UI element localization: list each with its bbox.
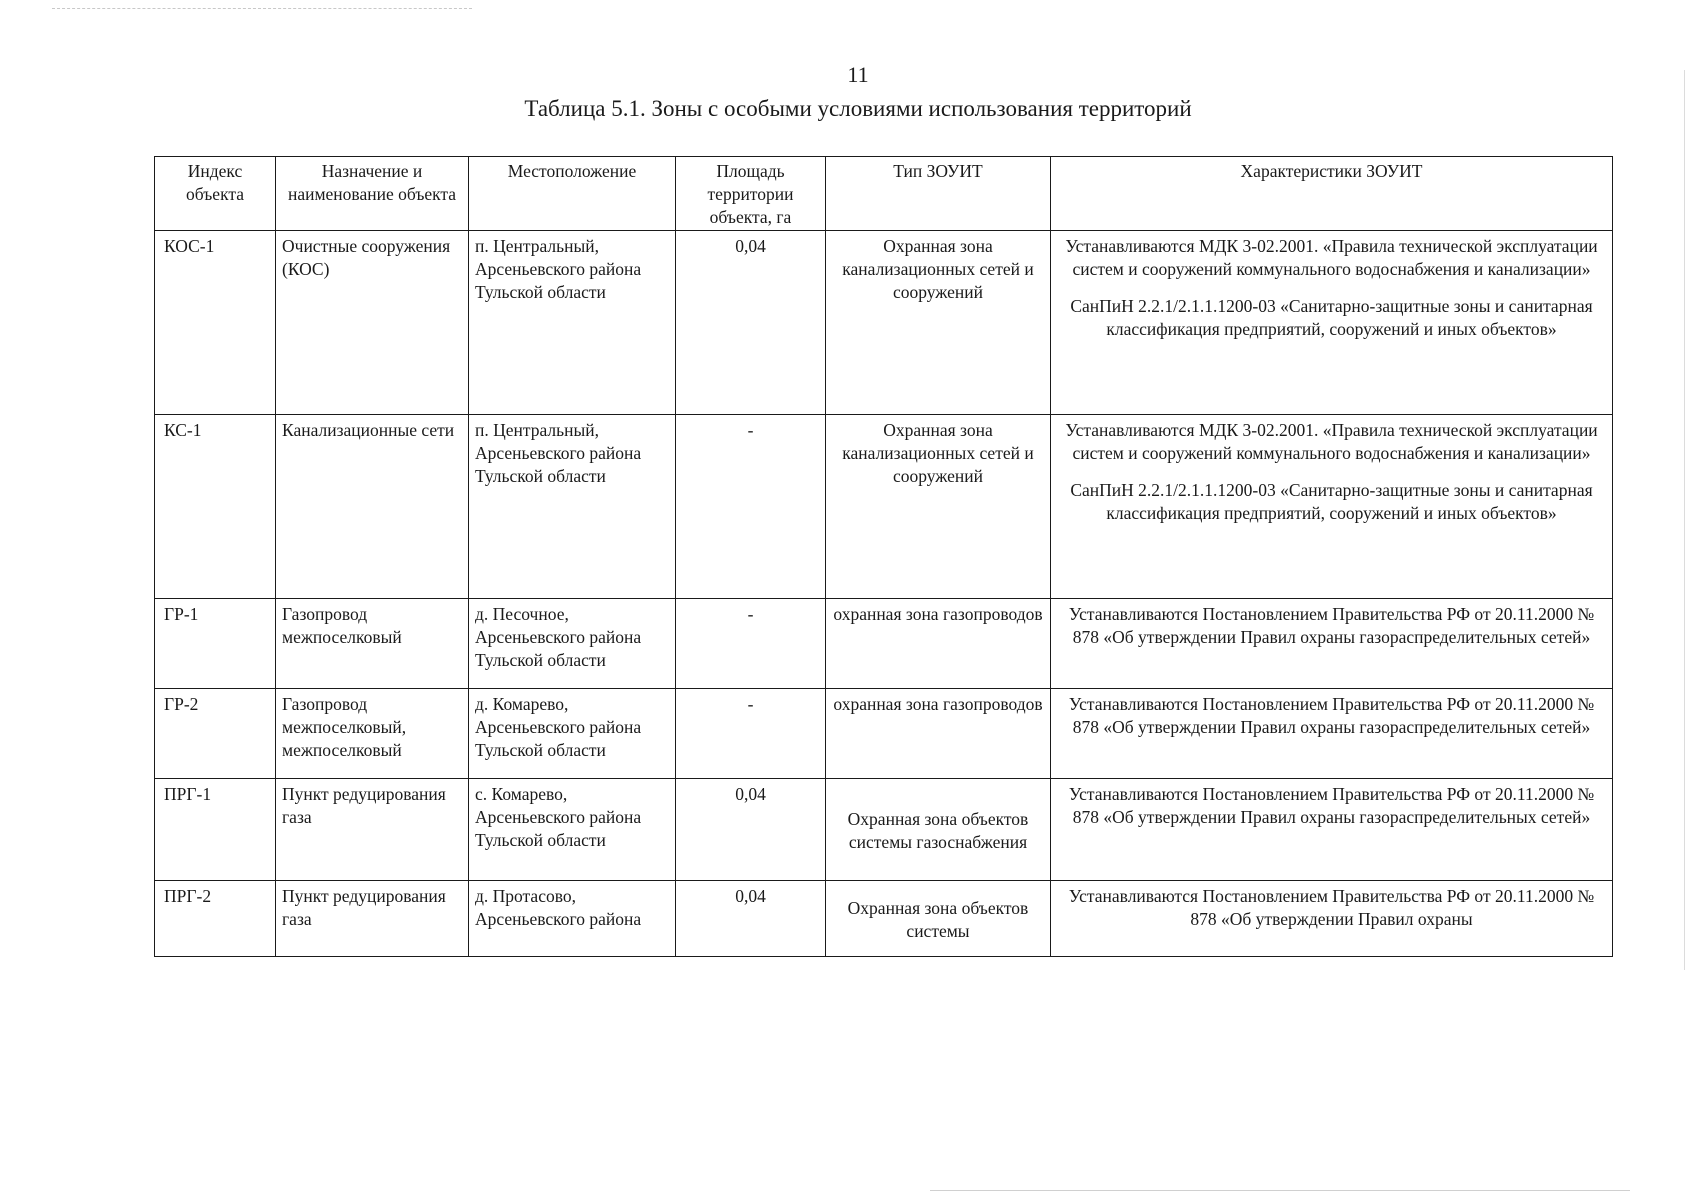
cell-location: д. Комарево, Арсеньевского района Тульской области	[469, 689, 676, 779]
characteristics-sanpin: СанПиН 2.2.1/2.1.1.1200-03 «Санитарно-защитные зоны и санитарная классификация предприятий, сооружений и иных объектов»	[1070, 480, 1593, 523]
cell-location: с. Комарево, Арсеньевского района Тульской области	[469, 779, 676, 881]
cell-characteristics	[1051, 415, 1613, 599]
cell-location: д. Песочное, Арсеньевского района Тульской области	[469, 599, 676, 689]
cell-area: 0,04	[676, 779, 826, 881]
cell-name: Пункт редуцирования газа	[276, 881, 469, 957]
cell-name: Пункт редуцирования газа	[276, 779, 469, 881]
cell-type: Охранная зона объектов системы	[826, 881, 1051, 957]
cell-index: ПРГ-2	[155, 881, 276, 957]
table-row	[155, 231, 1613, 415]
cell-index: КОС-1	[155, 231, 276, 415]
scan-artifact-bottom	[930, 1190, 1630, 1191]
header-characteristics: Характеристики ЗОУИТ	[1051, 157, 1613, 231]
cell-area: 0,04	[676, 231, 826, 415]
cell-area: -	[676, 415, 826, 599]
cell-index: ПРГ-1	[155, 779, 276, 881]
characteristics-mdk: Устанавливаются МДК 3-02.2001. «Правила технической эксплуатации систем и сооружений коммунального водоснабжения и канализации»	[1065, 236, 1598, 279]
header-location: Местоположение	[469, 157, 676, 231]
cell-location: п. Центральный, Арсеньевского района Тульской области	[469, 231, 676, 415]
cell-index: ГР-1	[155, 599, 276, 689]
cell-name: Газопровод межпоселковый	[276, 599, 469, 689]
cell-type: охранная зона газопроводов	[826, 599, 1051, 689]
cell-characteristics	[1051, 689, 1613, 779]
table-row	[155, 881, 1613, 957]
characteristics-mdk: Устанавливаются МДК 3-02.2001. «Правила технической эксплуатации систем и сооружений коммунального водоснабжения и канализации»	[1065, 420, 1598, 463]
cell-type: Охранная зона канализационных сетей и сооружений	[826, 415, 1051, 599]
cell-name: Канализационные сети	[276, 415, 469, 599]
characteristics-decree: Устанавливаются Постановлением Правительства РФ от 20.11.2000 № 878 «Об утверждении Правил охраны газораспределительных сетей»	[1068, 604, 1595, 647]
zones-table	[154, 156, 1613, 957]
header-area: Площадь территории объекта, га	[676, 157, 826, 231]
cell-characteristics	[1051, 231, 1613, 415]
cell-index: КС-1	[155, 415, 276, 599]
table-header-row	[155, 157, 1613, 231]
table-title: Таблица 5.1. Зоны с особыми условиями использования территорий	[524, 96, 1192, 121]
header-name: Назначение и наименование объекта	[276, 157, 469, 231]
table-row	[155, 415, 1613, 599]
cell-area: -	[676, 689, 826, 779]
header-type: Тип ЗОУИТ	[826, 157, 1051, 231]
cell-type: охранная зона газопроводов	[826, 689, 1051, 779]
cell-type: Охранная зона канализационных сетей и сооружений	[826, 231, 1051, 415]
table-row	[155, 689, 1613, 779]
scan-artifact-top	[52, 8, 472, 9]
scan-artifact-right	[1684, 70, 1685, 970]
table-row	[155, 599, 1613, 689]
characteristics-decree: Устанавливаются Постановлением Правительства РФ от 20.11.2000 № 878 «Об утверждении Правил охраны газораспределительных сетей»	[1068, 784, 1595, 827]
page-number: 11	[847, 62, 869, 87]
cell-location: п. Центральный, Арсеньевского района Тульской области	[469, 415, 676, 599]
cell-name: Газопровод межпоселковый, межпоселковый	[276, 689, 469, 779]
characteristics-sanpin: СанПиН 2.2.1/2.1.1.1200-03 «Санитарно-защитные зоны и санитарная классификация предприятий, сооружений и иных объектов»	[1070, 296, 1593, 339]
cell-characteristics	[1051, 779, 1613, 881]
cell-area: -	[676, 599, 826, 689]
cell-location: д. Протасово, Арсеньевского района	[469, 881, 676, 957]
characteristics-decree: Устанавливаются Постановлением Правительства РФ от 20.11.2000 № 878 «Об утверждении Правил охраны газораспределительных сетей»	[1068, 694, 1595, 737]
cell-index: ГР-2	[155, 689, 276, 779]
cell-area: 0,04	[676, 881, 826, 957]
cell-characteristics	[1051, 599, 1613, 689]
cell-name: Очистные сооружения (КОС)	[276, 231, 469, 415]
header-index: Индекс объекта	[155, 157, 276, 231]
cell-characteristics	[1051, 881, 1613, 957]
table-row	[155, 779, 1613, 881]
cell-type: Охранная зона объектов системы газоснабжения	[826, 779, 1051, 881]
characteristics-decree: Устанавливаются Постановлением Правительства РФ от 20.11.2000 № 878 «Об утверждении Правил охраны	[1068, 886, 1595, 929]
